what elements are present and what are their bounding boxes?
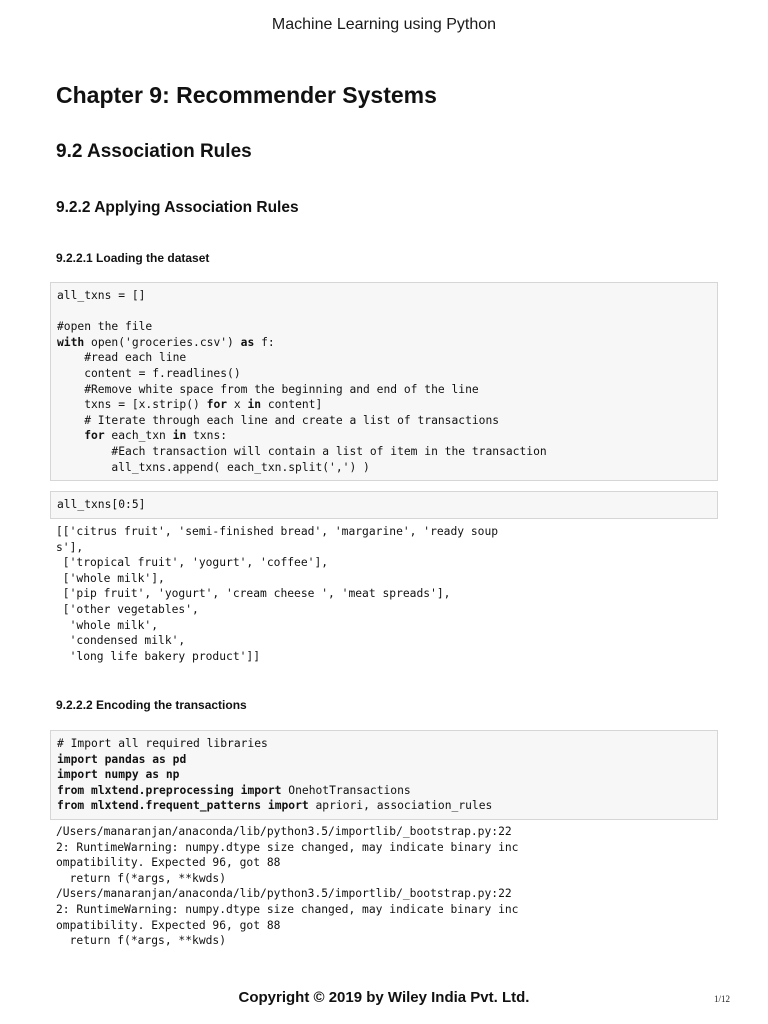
code-cell-imports[interactable] [50,730,718,820]
code-block: # Import all required libraries import pandas as pd import numpy as np from mlxtend.preprocessing import OnehotTransactions from mlxtend.frequent_patterns import apriori, association_rules [57,737,493,813]
subsection-title: 9.2.2 Applying Association Rules [56,199,299,216]
code-block: all_txns[0:5] [57,498,146,511]
chapter-title: Chapter 9: Recommender Systems [56,82,437,108]
footer-copyright: Copyright © 2019 by Wiley India Pvt. Ltd. [238,989,530,1006]
subheading-loading-dataset: 9.2.2.1 Loading the dataset [56,251,210,265]
code-cell-load-data[interactable] [50,282,718,481]
code-block: all_txns = [] #open the file with open('groceries.csv') as f: #read each line content = f.readlines() #Remove white space from the beginning and end of the line txns = [x.strip() for x in content] # Iterate through each line and create a list of transactions for each_txn in txns: #Each transaction will contain a list of item in the transaction all_txns.append( each_txn.split(',') ) [57,289,547,474]
output-text: /Users/manaranjan/anaconda/lib/python3.5/importlib/_bootstrap.py:22 2: RuntimeWarning: numpy.dtype size changed, may indicate binary inc ompatibility. Expected 96, got 88 return f(*args, **kwds) /Users/manaranjan/anaconda/lib/python3.5/importlib/_bootstrap.py:22 2: RuntimeWarning: numpy.dtype size changed, may indicate binary inc ompatibility. Expected 96, got 88 return f(*args, **kwds) [56,825,519,948]
output-text: [['citrus fruit', 'semi-finished bread', 'margarine', 'ready soup s'], ['tropical fruit', 'yogurt', 'coffee'], ['whole milk'], ['pip fruit', 'yogurt', 'cream cheese ', 'meat spreads'], ['other vegetables', 'whole milk', 'condensed milk', 'long life bakery product']] [56,525,499,663]
cell-output-warnings [56,824,519,949]
page-header: Machine Learning using Python [271,16,497,33]
subheading-encoding: 9.2.2.2 Encoding the transactions [56,698,247,712]
section-title: 9.2 Association Rules [56,141,252,162]
code-cell-preview[interactable] [50,491,718,519]
page-number: 1/12 [714,994,731,1004]
cell-output-transactions [56,524,498,664]
